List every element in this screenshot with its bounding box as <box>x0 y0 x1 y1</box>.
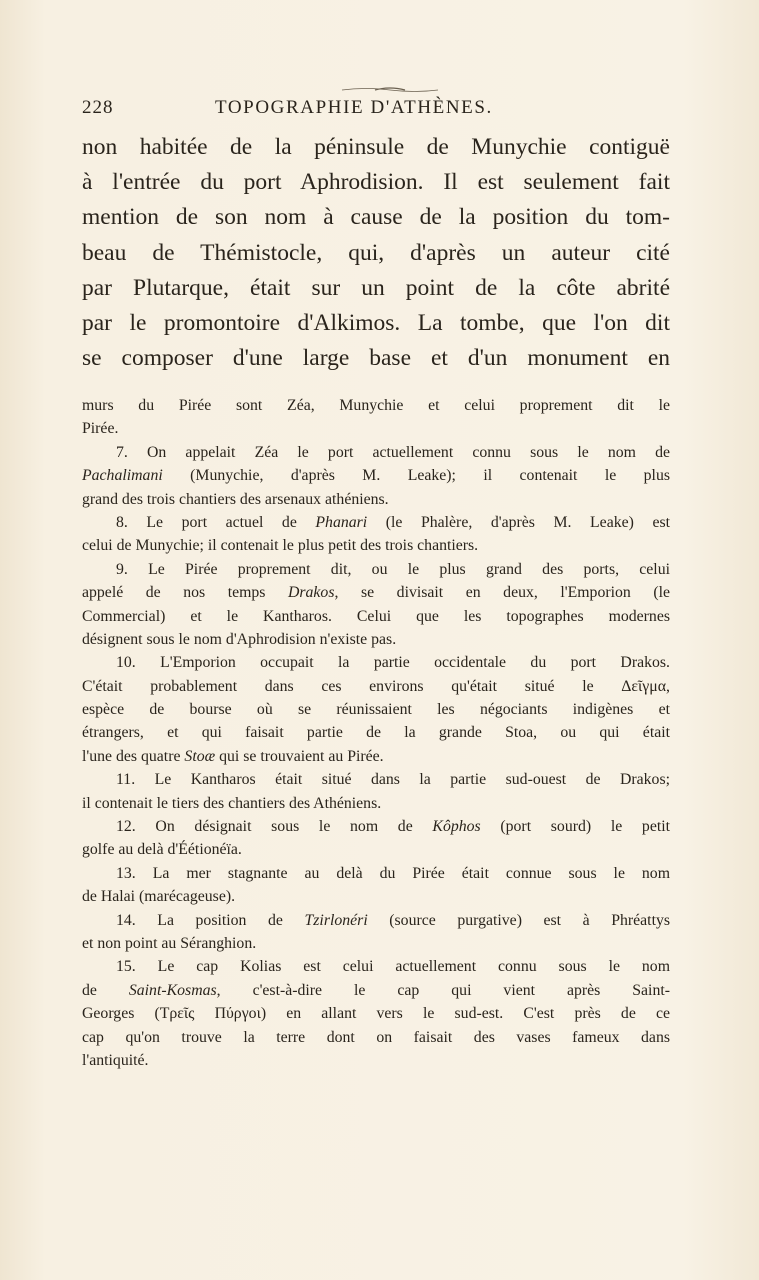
note-italic: Saint-Kosmas <box>128 981 217 999</box>
note-italic: Phanari <box>315 513 368 531</box>
note-14: 14. La position de Tzirlonéri (source purgative) est à Phréattys <box>116 911 670 929</box>
main-text <box>82 130 670 376</box>
note-italic: Tzirlonéri <box>304 911 368 929</box>
note-10: 10. L'Emporion occupait la partie occidentale du port Drakos. <box>116 654 670 672</box>
note-10-line: étrangers, et qui faisait partie de la grande Stoa, ou qui était <box>82 724 670 742</box>
note-15-line: Georges (Τρεῖς Πύργοι) en allant vers le sud-est. C'est près de ce <box>82 1005 670 1023</box>
page-number: 228 <box>82 97 114 118</box>
note-11-line: il contenait le tiers des chantiers des Athéniens. <box>82 794 382 812</box>
note-italic: Kôphos <box>432 818 481 836</box>
main-line: par Plutarque, était sur un point de la côte abrité <box>82 274 670 301</box>
header-ornament <box>340 86 440 94</box>
main-line: à l'entrée du port Aphrodision. Il est seulement fait <box>82 169 670 196</box>
running-head <box>82 97 692 127</box>
main-line: non habitée de la péninsule de Munychie contiguë <box>82 134 670 160</box>
note-7: 7. On appelait Zéa le port actuellement connu sous le nom de <box>116 443 670 461</box>
note-15: 15. Le cap Kolias est celui actuellement connu sous le nom <box>116 958 670 976</box>
note-10-line: C'était probablement dans ces environs qu'était situé le Δεῖγμα, <box>82 677 670 695</box>
note-12-line: golfe au delà d'Éétionéïa. <box>82 841 242 859</box>
note-12: 12. On désignait sous le nom de Kôphos (port sourd) le petit <box>116 818 670 836</box>
note-9: 9. Le Pirée proprement dit, ou le plus grand des ports, celui <box>116 560 670 578</box>
note-9-line: désignent sous le nom d'Aphrodision n'existe pas. <box>82 630 397 648</box>
note-line: murs du Pirée sont Zéa, Munychie et celui proprement dit le <box>82 397 670 414</box>
note-15-line: l'antiquité. <box>82 1051 149 1069</box>
main-line: beau de Thémistocle, qui, d'après un auteur cité <box>82 239 670 266</box>
note-14-line: et non point au Séranghion. <box>82 934 257 952</box>
note-italic: Drakos <box>287 584 335 602</box>
note-10-line: espèce de bourse où se réunissaient les négociants indigènes et <box>82 701 670 719</box>
running-title: TOPOGRAPHIE D'ATHÈNES. <box>215 97 493 118</box>
note-13-line: de Halai (marécageuse). <box>82 888 236 906</box>
note-8-line: celui de Munychie; il contenait le plus petit des trois chantiers. <box>82 537 479 555</box>
main-line: par le promontoire d'Alkimos. La tombe, que l'on dit <box>82 309 670 336</box>
note-11: 11. Le Kantharos était situé dans la partie sud-ouest de Drakos; <box>116 771 670 789</box>
note-7-line: Pachalimani (Munychie, d'après M. Leake); il contenait le plus <box>82 467 670 485</box>
note-10-line: l'une des quatre Stoæ qui se trouvaient au Pirée. <box>82 747 384 765</box>
note-italic: Pachalimani <box>82 467 163 485</box>
note-15-line: cap qu'on trouve la terre dont on faisait des vases fameux dans <box>82 1028 670 1046</box>
footnotes <box>82 394 670 1072</box>
note-9-line: appelé de nos temps Drakos, se divisait en deux, l'Emporion (le <box>82 584 670 602</box>
main-line: mention de son nom à cause de la position du tom- <box>82 204 670 231</box>
main-line: se composer d'une large base et d'un monument en <box>82 345 670 372</box>
note-8: 8. Le port actuel de Phanari (le Phalère, d'après M. Leake) est <box>116 513 670 531</box>
note-13: 13. La mer stagnante au delà du Pirée était connue sous le nom <box>116 864 670 882</box>
note-7-line: grand des trois chantiers des arsenaux athéniens. <box>82 490 389 508</box>
note-9-line: Commercial) et le Kantharos. Celui que les topographes modernes <box>82 607 670 625</box>
note-italic: Stoæ <box>184 747 216 765</box>
note-15-line: de Saint-Kosmas, c'est-à-dire le cap qui vient après Saint- <box>82 981 670 999</box>
note-line: Pirée. <box>82 420 119 438</box>
